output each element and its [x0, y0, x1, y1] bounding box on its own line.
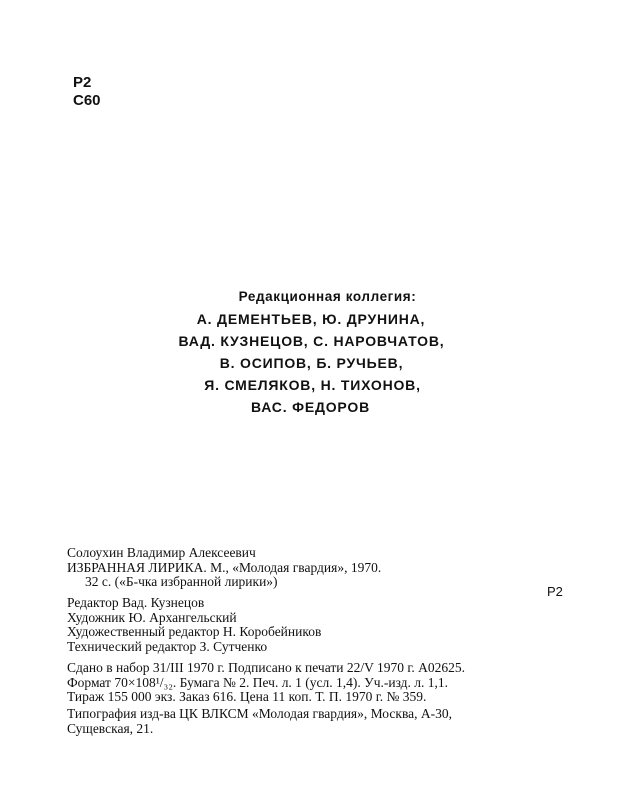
board-member-line: ВАД. КУЗНЕЦОВ, С. НАРОВЧАТОВ, [178, 333, 445, 349]
classification-line-1: Р2 [73, 74, 92, 91]
credits-block [67, 596, 321, 654]
credit-line: Художественный редактор Н. Коробейников [67, 624, 322, 639]
book-series-line: 32 с. («Б-чка избранной лирики») [85, 574, 278, 589]
printing-house-line: Сущевская, 21. [67, 720, 154, 736]
classification-line-2: С60 [73, 92, 101, 109]
printing-house-line: Типография изд-ва ЦК ВЛКСМ «Молодая гвардия», Москва, А-30, [67, 706, 453, 721]
bibliographic-entry [67, 546, 381, 590]
credit-line: Редактор Вад. Кузнецов [67, 595, 205, 610]
credit-line: Художник Ю. Архангельский [67, 609, 237, 625]
bibliography-class-code: Р2 [547, 584, 563, 599]
board-member-line: ВАС. ФЕДОРОВ [251, 399, 370, 415]
printing-details [67, 661, 465, 705]
credit-line: Технический редактор З. Сутченко [67, 638, 268, 654]
classification-code [73, 74, 101, 110]
book-title-line: ИЗБРАННАЯ ЛИРИКА. М., «Молодая гвардия», 1970. [67, 559, 382, 575]
printing-line: Сдано в набор 31/III 1970 г. Подписано к печати 22/V 1970 г. А02625. [67, 660, 465, 675]
board-member-line: Я. СМЕЛЯКОВ, Н. ТИХОНОВ, [204, 377, 421, 393]
printing-house [67, 707, 452, 736]
book-author: Солоухин Владимир Алексеевич [67, 545, 256, 560]
editorial-board-heading: Редакционная коллегия: [238, 289, 417, 304]
printing-line: Формат 70×108¹/₃₂. Бумага № 2. Печ. л. 1 (усл. 1,4). Уч.-изд. л. 1,1. [67, 674, 449, 690]
board-member-line: В. ОСИПОВ, Б. РУЧЬЕВ, [219, 355, 404, 371]
board-member-line: А. ДЕМЕНТЬЕВ, Ю. ДРУНИНА, [196, 311, 426, 327]
editorial-board [0, 286, 628, 418]
printing-line: Тираж 155 000 экз. Заказ 616. Цена 11 коп. Т. П. 1970 г. № 359. [67, 689, 427, 704]
